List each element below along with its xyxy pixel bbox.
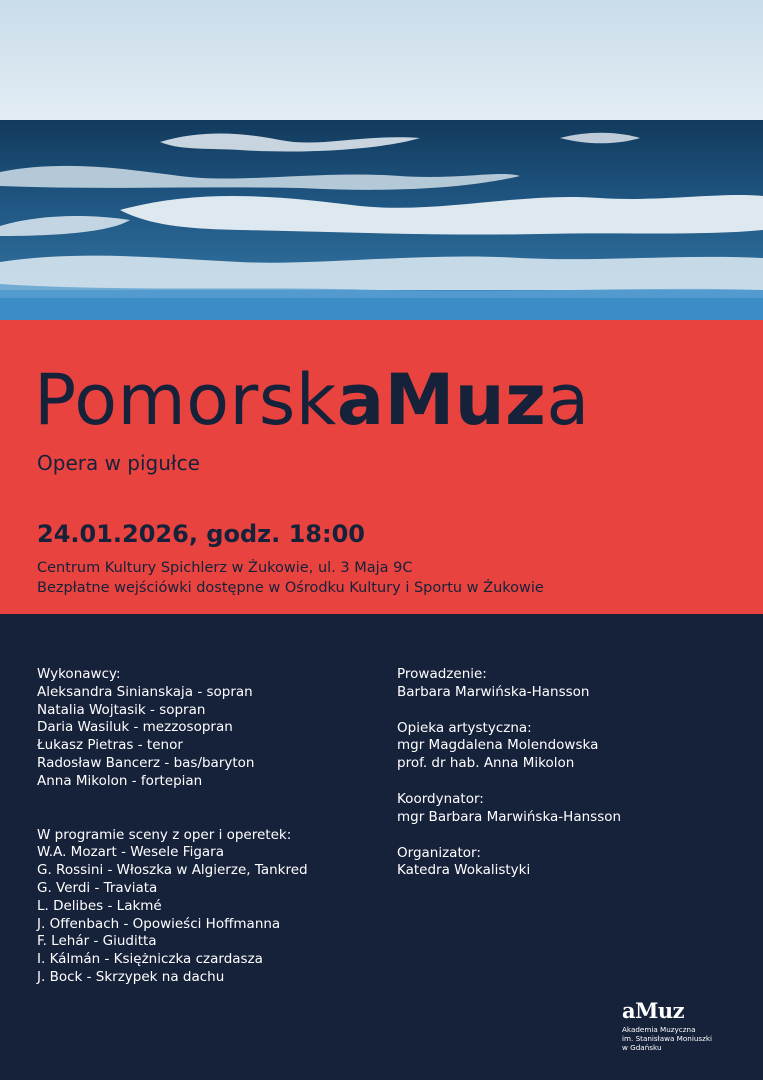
coordinator-item: mgr Barbara Marwińska-Hansson <box>397 808 622 825</box>
event-datetime: 24.01.2026, godz. 18:00 <box>37 520 365 548</box>
performer-item: Łukasz Pietras - tenor <box>37 737 183 754</box>
program-item: I. Kálmán - Księżniczka czardasza <box>37 951 263 968</box>
amuz-logo-mark: aMuz <box>622 998 685 1023</box>
performer-item: Natalia Wojtasik - sopran <box>37 701 206 718</box>
event-subtitle: Opera w pigułce <box>37 451 200 475</box>
title-part-1: Pomorsk <box>34 359 337 441</box>
program-item: J. Bock - Skrzypek na dachu <box>37 968 225 985</box>
amuz-logo <box>622 999 712 1052</box>
program-item: F. Lehár - Giuditta <box>37 933 157 950</box>
left-column <box>37 666 377 987</box>
title-band <box>0 320 763 614</box>
title-part-bold: aMuz <box>336 359 547 441</box>
spacer <box>397 773 737 791</box>
program-item: G. Rossini - Włoszka w Algierze, Tankred <box>37 862 308 879</box>
organizer-heading: Organizator: <box>397 844 481 861</box>
logo-line: Akademia Muzyczna <box>622 1025 696 1034</box>
host-item: Barbara Marwińska-Hansson <box>397 683 590 700</box>
info-band <box>0 614 763 1080</box>
host-heading: Prowadzenie: <box>397 666 487 682</box>
artistic-care-item: mgr Magdalena Molendowska <box>397 737 599 754</box>
logo-line: w Gdańsku <box>622 1043 662 1052</box>
program-heading: W programie sceny z oper i operetek: <box>37 826 292 843</box>
performer-item: Anna Mikolon - fortepian <box>37 772 203 789</box>
title-part-2: a <box>546 359 590 441</box>
program-item: L. Delibes - Lakmé <box>37 897 162 914</box>
logo-line: im. Stanisława Moniuszki <box>622 1034 713 1043</box>
sea-waves-image <box>0 0 763 320</box>
spacer <box>397 827 737 845</box>
program-item: W.A. Mozart - Wesele Figara <box>37 844 224 861</box>
event-venue: Centrum Kultury Spichlerz w Żukowie, ul. 3 Maja 9C <box>37 560 413 576</box>
spacer <box>37 791 377 827</box>
performer-item: Aleksandra Sinianskaja - sopran <box>37 683 253 700</box>
artistic-care-heading: Opieka artystyczna: <box>397 719 532 736</box>
performer-item: Daria Wasiluk - mezzosopran <box>37 719 233 736</box>
artistic-care-item: prof. dr hab. Anna Mikolon <box>397 755 575 772</box>
event-title <box>34 360 590 440</box>
program-item: J. Offenbach - Opowieści Hoffmanna <box>37 915 281 932</box>
organizer-item: Katedra Wokalistyki <box>397 862 531 879</box>
program-item: G. Verdi - Traviata <box>37 879 158 896</box>
spacer <box>397 702 737 720</box>
sea-photo <box>0 0 763 320</box>
coordinator-heading: Koordynator: <box>397 790 484 807</box>
performers-heading: Wykonawcy: <box>37 666 121 682</box>
event-tickets: Bezpłatne wejściówki dostępne w Ośrodku Kultury i Sportu w Żukowie <box>37 580 544 596</box>
right-column <box>397 666 737 880</box>
performer-item: Radosław Bancerz - bas/baryton <box>37 754 255 771</box>
amuz-logo-text <box>622 1025 712 1052</box>
